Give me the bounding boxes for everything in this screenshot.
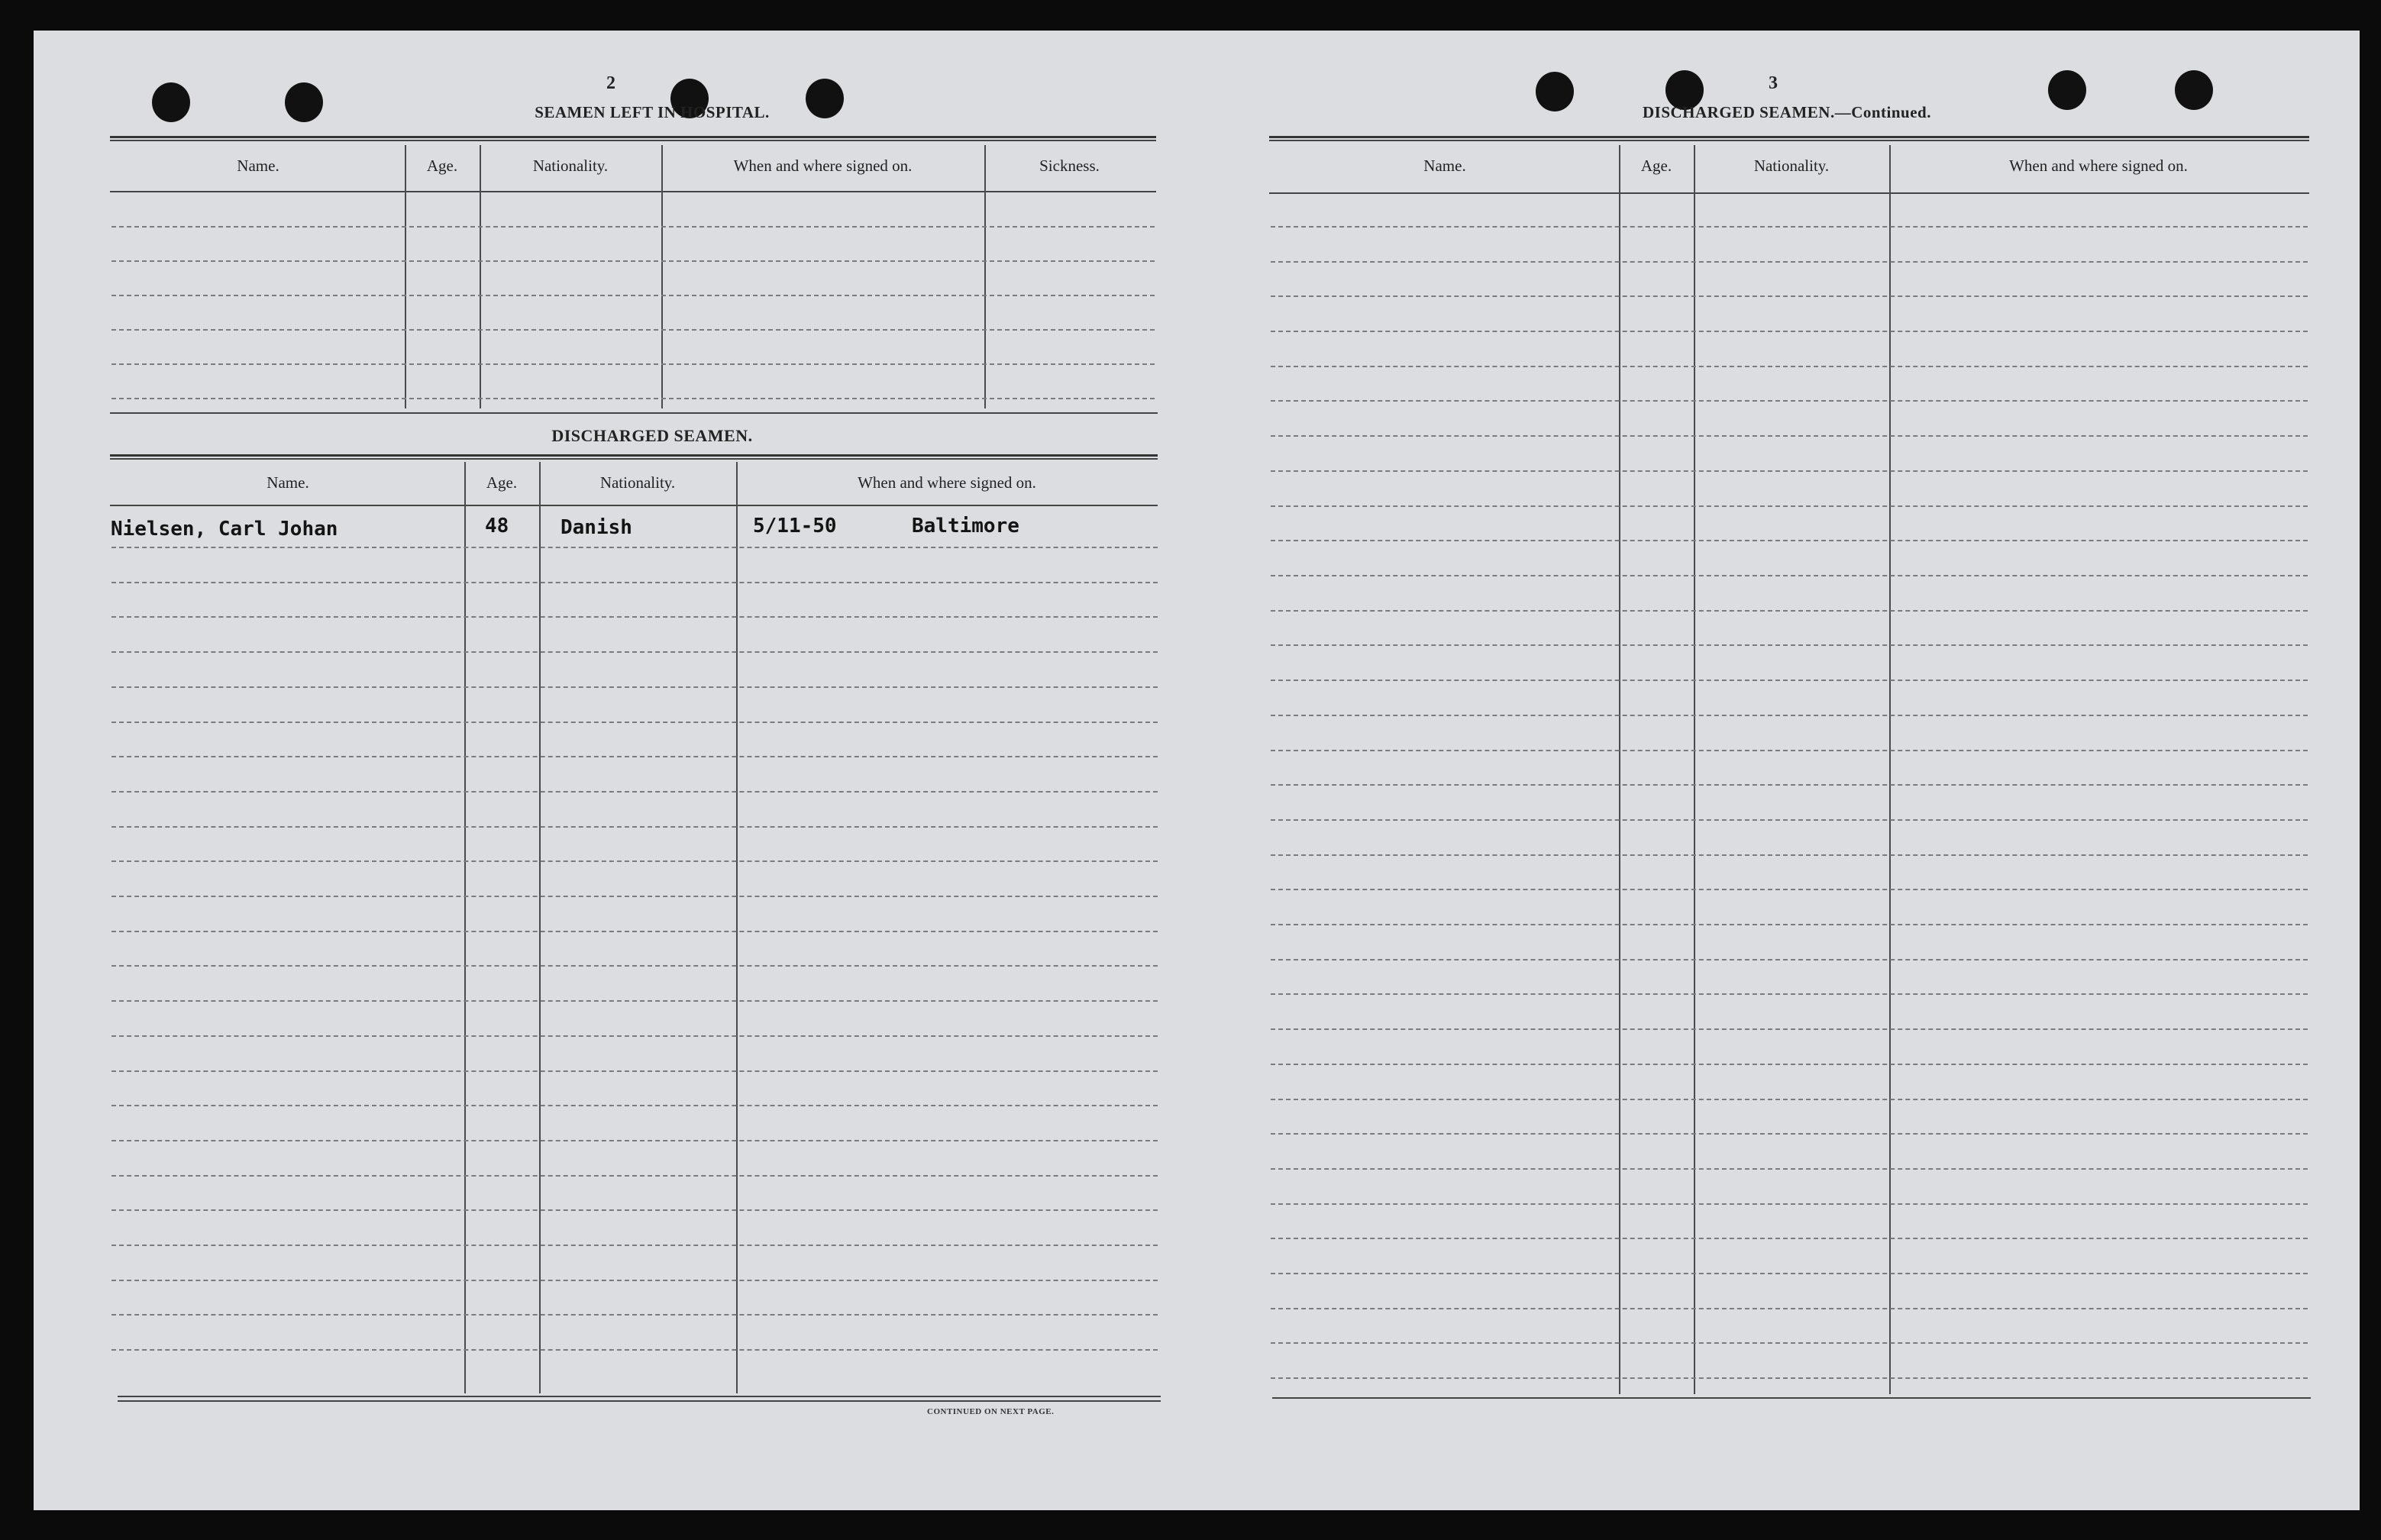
- row-line: [111, 965, 1158, 967]
- row-line: [1271, 331, 2308, 332]
- section-rule: [110, 412, 1158, 414]
- header-rule: [110, 505, 1158, 506]
- row-line: [111, 1070, 1158, 1072]
- row-line: [1271, 715, 2308, 716]
- column-divider: [464, 462, 466, 1393]
- bottom-rule: [118, 1396, 1161, 1397]
- column-header: When and where signed on.: [2009, 157, 2188, 175]
- column-header: Age.: [486, 473, 518, 492]
- column-header: Age.: [426, 157, 458, 175]
- row-line: [1271, 540, 2308, 541]
- section-title-discharged-continued: [1611, 103, 1963, 122]
- row-line: [1271, 226, 2308, 228]
- row-line: [1271, 261, 2308, 263]
- row-line: [1271, 1064, 2308, 1065]
- row-line: [111, 756, 1158, 757]
- column-header: When and where signed on.: [858, 473, 1036, 492]
- column-divider: [1694, 145, 1695, 1394]
- seaman-age: 48: [485, 515, 509, 538]
- column-header: Nationality.: [599, 473, 676, 492]
- row-line: [1271, 1168, 2308, 1170]
- row-line: [111, 1140, 1158, 1141]
- column-header: When and where signed on.: [733, 157, 913, 175]
- row-line: [1271, 400, 2308, 402]
- punch-hole: [2175, 70, 2213, 110]
- column-divider: [539, 462, 541, 1393]
- column-header: Name.: [1423, 157, 1466, 175]
- punch-hole: [2048, 70, 2086, 110]
- row-line: [1271, 959, 2308, 960]
- punch-hole: [285, 82, 323, 122]
- row-line: [111, 1314, 1158, 1316]
- section-title-hospital: SEAMEN LEFT IN HOSPITAL.: [535, 103, 770, 121]
- title-continued: —Continued.: [1834, 103, 1931, 121]
- row-line: [1271, 1133, 2308, 1135]
- page-number: 3: [1769, 73, 1778, 93]
- column-header: Age.: [1640, 157, 1672, 175]
- row-line: [111, 582, 1158, 583]
- title-main: DISCHARGED SEAMEN.: [1643, 103, 1835, 121]
- row-line: [1271, 819, 2308, 821]
- row-line: [111, 686, 1158, 688]
- row-line: [1271, 889, 2308, 890]
- continued-note: CONTINUED ON NEXT PAGE.: [927, 1407, 1055, 1416]
- row-line: [1271, 1377, 2308, 1379]
- punch-hole: [152, 82, 190, 122]
- row-line: [111, 896, 1158, 897]
- header-rule: [110, 454, 1158, 460]
- seaman-name: Nielsen, Carl Johan: [111, 518, 338, 541]
- row-line: [1271, 610, 2308, 612]
- row-line: [1271, 1308, 2308, 1309]
- row-line: [1271, 924, 2308, 925]
- column-divider: [405, 145, 406, 408]
- column-header: Nationality.: [1753, 157, 1830, 175]
- row-line: [111, 931, 1158, 932]
- column-header: Name.: [267, 473, 309, 492]
- column-divider: [1889, 145, 1891, 1394]
- row-line: [1271, 1238, 2308, 1239]
- signed-on-date: 5/11-50: [753, 515, 837, 538]
- row-line: [111, 295, 1155, 296]
- row-line: [1271, 435, 2308, 437]
- row-line: [111, 722, 1158, 723]
- header-rule: [110, 191, 1156, 192]
- row-line: [1271, 470, 2308, 472]
- row-line: [111, 791, 1158, 793]
- row-line: [111, 1280, 1158, 1281]
- seaman-nationality: Danish: [561, 516, 632, 539]
- row-line: [111, 398, 1155, 399]
- row-line: [111, 1105, 1158, 1106]
- punch-hole: [1536, 72, 1574, 111]
- row-line: [1271, 295, 2308, 297]
- row-line: [1271, 784, 2308, 786]
- header-rule: [110, 136, 1156, 141]
- row-line: [1271, 993, 2308, 995]
- row-line: [1271, 1028, 2308, 1030]
- row-line: [1271, 1099, 2308, 1100]
- row-line: [111, 651, 1158, 653]
- signed-on-place: Baltimore: [912, 515, 1019, 538]
- row-line: [111, 329, 1155, 331]
- column-header: Nationality.: [532, 157, 609, 175]
- form-sheet: [34, 31, 2360, 1510]
- row-line: [1271, 854, 2308, 856]
- page-number: 2: [606, 73, 615, 93]
- row-line: [111, 616, 1158, 618]
- column-divider: [984, 145, 986, 408]
- row-line: [111, 1245, 1158, 1246]
- row-line: [1271, 1203, 2308, 1205]
- row-line: [1271, 1273, 2308, 1274]
- row-line: [111, 547, 1158, 548]
- column-divider: [661, 145, 663, 408]
- row-line: [1271, 575, 2308, 576]
- row-line: [111, 226, 1155, 228]
- row-line: [111, 1175, 1158, 1177]
- row-line: [111, 1209, 1158, 1211]
- row-line: [111, 1349, 1158, 1351]
- header-rule: [1269, 136, 2309, 141]
- row-line: [1271, 505, 2308, 507]
- column-header: Sickness.: [1039, 157, 1100, 175]
- row-line: [111, 1035, 1158, 1037]
- column-header: Name.: [237, 157, 279, 175]
- row-line: [111, 826, 1158, 828]
- section-title-discharged: DISCHARGED SEAMEN.: [551, 426, 753, 445]
- header-rule: [1269, 192, 2309, 194]
- row-line: [111, 260, 1155, 262]
- row-line: [1271, 644, 2308, 646]
- column-divider: [736, 462, 738, 1393]
- row-line: [1271, 680, 2308, 681]
- row-line: [1271, 1342, 2308, 1344]
- column-divider: [1619, 145, 1620, 1394]
- row-line: [111, 1000, 1158, 1002]
- row-line: [111, 860, 1158, 862]
- row-line: [1271, 366, 2308, 367]
- column-divider: [480, 145, 481, 408]
- bottom-rule: [1272, 1397, 2311, 1399]
- row-line: [111, 363, 1155, 365]
- bottom-rule: [118, 1400, 1161, 1402]
- row-line: [1271, 750, 2308, 751]
